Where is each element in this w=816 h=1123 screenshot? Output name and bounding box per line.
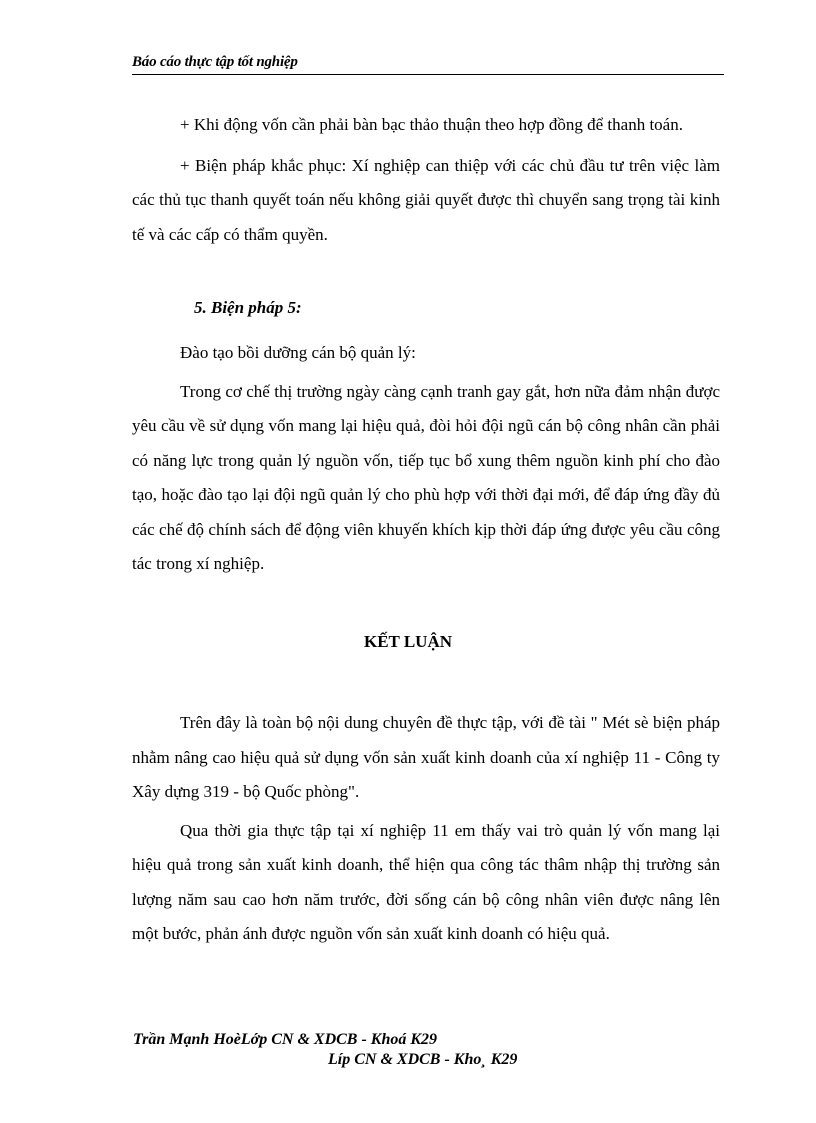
section5-intro: Đào tạo bồi dưỡng cán bộ quản lý: — [180, 343, 416, 362]
section5-body — [132, 336, 720, 582]
paragraph-remedy: + Biện pháp khắc phục: Xí nghiệp can thiệp với các chủ đầu tư trên việc làm các thủ tục thanh quyết toán nếu không giải quyết được thì chuyển sang trọng tài kinh tế và các cấp có thẩm quyền. — [132, 155, 720, 244]
footer-author: Trần Mạnh HoèLớp CN & XDCB - Khoá K29 — [133, 1031, 438, 1048]
header-title: Báo cáo thực tập tốt nghiệp — [132, 54, 298, 70]
footer-class: Líp CN & XDCB - Kho¸ K29 — [328, 1051, 518, 1068]
page-header — [132, 52, 724, 75]
conclusion-paragraph-1: Trên đây là toàn bộ nội dung chuyên đề thực tập, với đề tài " Mét sè biện pháp nhằm nâng cao hiệu quả sử dụng vốn sản xuất kinh doanh của xí nghiệp 11 - Công ty Xây dựng 319 - bộ Quốc phòng". — [132, 713, 720, 801]
top-paragraphs — [132, 108, 720, 252]
section5-paragraph: Trong cơ chế thị trường ngày càng cạnh tranh gay gắt, hơn nữa đảm nhận được yêu cầu về sử dụng vốn mang lại hiệu quả, đòi hỏi đội ngũ cán bộ công nhân cần phải có năng lực trong quản lý nguồn vốn, tiếp tục bổ xung thêm nguồn kinh phí cho đào tạo, hoặc đào tạo lại đội ngũ quản lý cho phù hợp với thời đại mới, để đáp ứng đầy đủ các chế độ chính sách để động viên khuyến khích kịp thời đáp ứng được yêu cầu công tác trong xí nghiệp. — [132, 381, 720, 573]
paragraph-payment: + Khi động vốn cần phải bàn bạc thảo thuận theo hợp đồng để thanh toán. — [180, 115, 683, 134]
section5-heading: 5. Biện pháp 5: — [194, 298, 302, 317]
conclusion-paragraph-2: Qua thời gia thực tập tại xí nghiệp 11 em thấy vai trò quản lý vốn mang lại hiệu quả trong sản xuất kinh doanh, thể hiện qua công tác thâm nhập thị trường sản lượng năm sau cao hơn năm trước, đời sống cán bộ công nhân viên được nâng lên một bước, phản ánh được nguồn vốn sản xuất kinh doanh có hiệu quả. — [132, 820, 720, 943]
conclusion-title: KẾT LUẬN — [363, 632, 452, 651]
conclusion-body — [132, 706, 720, 952]
